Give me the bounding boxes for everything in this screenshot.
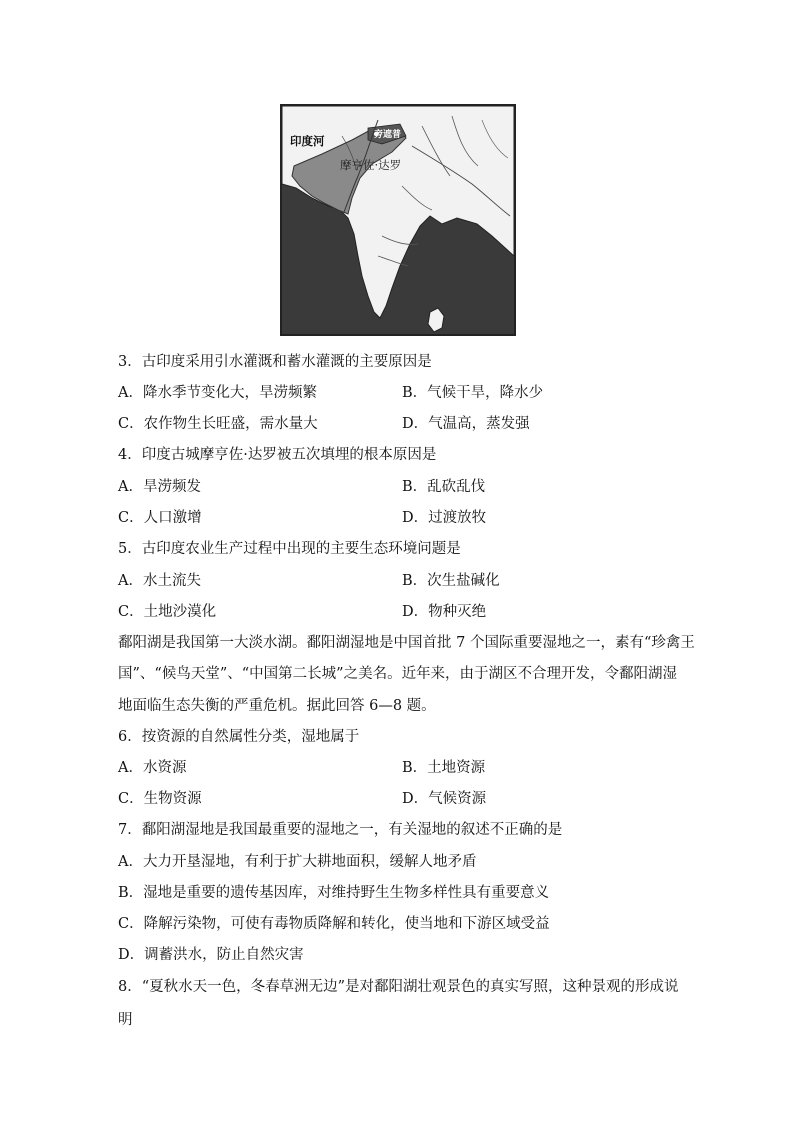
q5-option-d: D．物种灭绝 <box>402 604 487 620</box>
q6-stem: 6．按资源的自然属性分类，湿地属于 <box>118 729 360 745</box>
q7-option-a: A．大力开垦湿地，有利于扩大耕地面积，缓解人地矛盾 <box>118 854 477 870</box>
passage-line-1: 鄱阳湖是我国第一大淡水湖。鄱阳湖湿地是中国首批 7 个国际重要湿地之一，素有“珍禽王 <box>118 635 695 651</box>
passage-line-3: 地面临生态失衡的严重危机。据此回答 6—8 题。 <box>118 698 436 714</box>
q4-option-b: B．乱砍乱伐 <box>402 479 486 495</box>
q5-option-a: A．水土流失 <box>118 573 201 589</box>
q3-option-b: B．气候干旱，降水少 <box>402 385 544 401</box>
q5-option-c: C．土地沙漠化 <box>118 604 217 620</box>
q6-option-c: C．生物资源 <box>118 791 202 807</box>
q6-option-b: B．土地资源 <box>402 760 486 776</box>
map-label-indus: 印度河 <box>290 134 325 148</box>
q6-option-d: D．气候资源 <box>402 791 487 807</box>
q3-option-a: A．降水季节变化大，旱涝频繁 <box>118 385 317 401</box>
q7-option-d: D．调蓄洪水，防止自然灾害 <box>118 947 304 963</box>
map-label-mohenjo-daro: 摩亨佐·达罗 <box>340 158 402 172</box>
q7-option-c: C．降解污染物，可使有毒物质降解和转化，使当地和下游区域受益 <box>118 916 550 932</box>
q6-option-a: A．水资源 <box>118 760 187 776</box>
q5-stem: 5．古印度农业生产过程中出现的主要生态环境问题是 <box>118 541 461 557</box>
q3-option-d: D．气温高，蒸发强 <box>402 416 530 432</box>
passage-line-2: 国”、“候鸟天堂”、“中国第二长城”之美名。近年来，由于湖区不合理开发，令鄱阳湖湿 <box>118 666 678 682</box>
q8-stem-line-1: 8．“夏秋水天一色，冬春草洲无边”是对鄱阳湖壮观景色的真实写照，这种景观的形成说 <box>118 979 679 995</box>
q7-stem: 7．鄱阳湖湿地是我国最重要的湿地之一，有关湿地的叙述不正确的是 <box>118 822 563 838</box>
q4-stem: 4．印度古城摩亨佐·达罗被五次填埋的根本原因是 <box>118 447 437 463</box>
q8-stem-line-2: 明 <box>118 1012 133 1028</box>
q3-stem: 3．古印度采用引水灌溉和蓄水灌溉的主要原因是 <box>118 354 432 370</box>
q7-option-b: B．湿地是重要的遗传基因库，对维持野生生物多样性具有重要意义 <box>118 885 550 901</box>
india-map-figure <box>280 104 516 336</box>
q5-option-b: B．次生盐碱化 <box>402 573 500 589</box>
q4-option-a: A．旱涝频发 <box>118 479 201 495</box>
q3-option-c: C．农作物生长旺盛，需水量大 <box>118 416 318 432</box>
q4-option-c: C．人口激增 <box>118 510 202 526</box>
q4-option-d: D．过渡放牧 <box>402 510 487 526</box>
map-label-punjab: 旁遮普 <box>374 130 402 140</box>
